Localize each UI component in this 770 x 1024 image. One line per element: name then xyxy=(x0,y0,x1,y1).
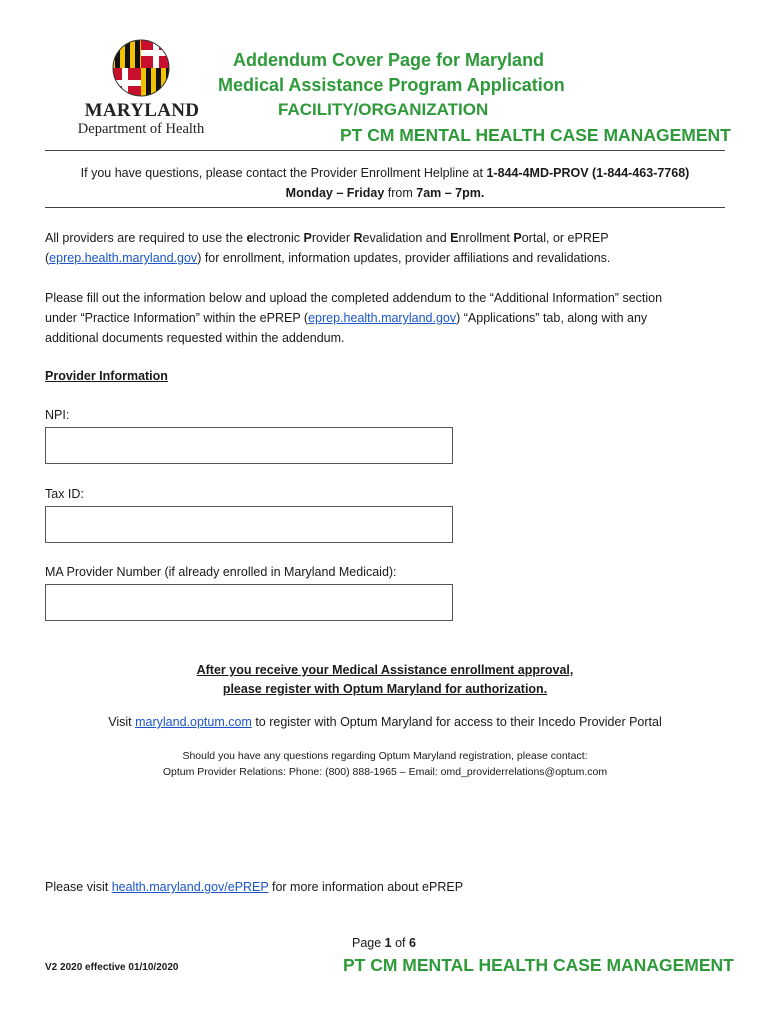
optum-visit-a: Visit xyxy=(108,715,136,729)
optum-visit-b: to register with Optum Maryland for access to their Incedo Provider Portal xyxy=(251,715,662,729)
upload-instructions-paragraph xyxy=(45,288,725,348)
ma-provider-number-label: MA Provider Number (if already enrolled in Maryland Medicaid): xyxy=(45,565,397,579)
optum-visit-line xyxy=(45,715,725,729)
intro-p2: P xyxy=(513,231,522,245)
page-number xyxy=(352,936,416,950)
footer-program-title: PT CM MENTAL HEALTH CASE MANAGEMENT xyxy=(343,955,734,975)
intro-e2: E xyxy=(450,231,459,245)
optum-notice-line-2: please register with Optum Maryland for authorization. xyxy=(222,682,548,696)
optum-notice-line-1: After you receive your Medical Assistance enrollment approval, xyxy=(196,663,574,677)
provider-information-heading: Provider Information xyxy=(45,369,168,383)
intro-text-a: All providers are required to use the xyxy=(45,231,247,245)
intro-text-e: nrollment xyxy=(458,231,514,245)
upload-line-3: additional documents requested within the addendum. xyxy=(45,331,345,345)
eprep-link-2[interactable]: eprep.health.maryland.gov xyxy=(308,311,457,325)
intro-text-c: rovider xyxy=(311,231,354,245)
intro-text-f: ortal, or ePREP xyxy=(521,231,609,245)
upload-line-1: Please fill out the information below and upload the completed addendum to the “Additional Information” section xyxy=(45,291,663,305)
ma-provider-number-field[interactable] xyxy=(45,584,453,621)
intro-text-b: lectronic xyxy=(253,231,304,245)
upload-line-2a: under “Practice Information” within the ePREP ( xyxy=(45,311,309,325)
intro-paren: ( xyxy=(45,251,50,265)
title-line-3: FACILITY/ORGANIZATION xyxy=(278,100,489,119)
title-line-4: PT CM MENTAL HEALTH CASE MANAGEMENT xyxy=(340,125,731,145)
helpline-time: 7am – 7pm. xyxy=(416,186,485,200)
more-b: for more information about ePREP xyxy=(268,880,464,894)
page-total: 6 xyxy=(409,936,416,950)
tax-id-label: Tax ID: xyxy=(45,487,84,501)
eprep-info-link[interactable]: health.maryland.gov/ePREP xyxy=(111,880,269,894)
version-label: V2 2020 effective 01/10/2020 xyxy=(45,962,179,973)
title-line-2: Medical Assistance Program Application xyxy=(218,75,565,95)
intro-p: P xyxy=(303,231,312,245)
helpline-intro: If you have questions, please contact the Provider Enrollment Helpline at xyxy=(80,166,487,180)
optum-contact-line: Optum Provider Relations: Phone: (800) 888-1965 – Email: omd_providerrelations@optum.com xyxy=(162,766,608,778)
helpline-text xyxy=(45,166,725,180)
page-current: 1 xyxy=(384,936,392,950)
npi-label: NPI: xyxy=(45,408,70,422)
page-word: Page xyxy=(352,936,385,950)
helpline-hours xyxy=(45,186,725,200)
more-a: Please visit xyxy=(45,880,112,894)
maryland-seal-logo xyxy=(110,38,172,98)
helpline-days: Monday – Friday xyxy=(285,186,385,200)
intro-text-d: evalidation and xyxy=(362,231,451,245)
intro-r: R xyxy=(353,231,363,245)
helpline-phone: 1-844-4MD-PROV (1-844-463-7768) xyxy=(486,166,690,180)
title-line-1: Addendum Cover Page for Maryland xyxy=(233,50,545,70)
tax-id-field[interactable] xyxy=(45,506,453,543)
eprep-intro-paragraph xyxy=(45,228,725,268)
optum-questions-line: Should you have any questions regarding Optum Maryland registration, please contact: xyxy=(182,750,588,762)
helpline-from: from xyxy=(384,186,417,200)
upload-line-2b: ) “Applications” tab, along with any xyxy=(456,311,648,325)
helpline-divider xyxy=(45,207,725,208)
optum-link[interactable]: maryland.optum.com xyxy=(135,715,252,729)
page-of: of xyxy=(391,936,409,950)
intro-text-g: ) for enrollment, information updates, provider affiliations and revalidations. xyxy=(197,251,611,265)
header-divider xyxy=(45,150,725,151)
intro-e: e xyxy=(246,231,254,245)
org-name: MARYLAND xyxy=(84,100,200,121)
eprep-link[interactable]: eprep.health.maryland.gov xyxy=(49,251,198,265)
npi-field[interactable] xyxy=(45,427,453,464)
more-info-line xyxy=(45,880,463,894)
department-name: Department of Health xyxy=(77,121,205,137)
